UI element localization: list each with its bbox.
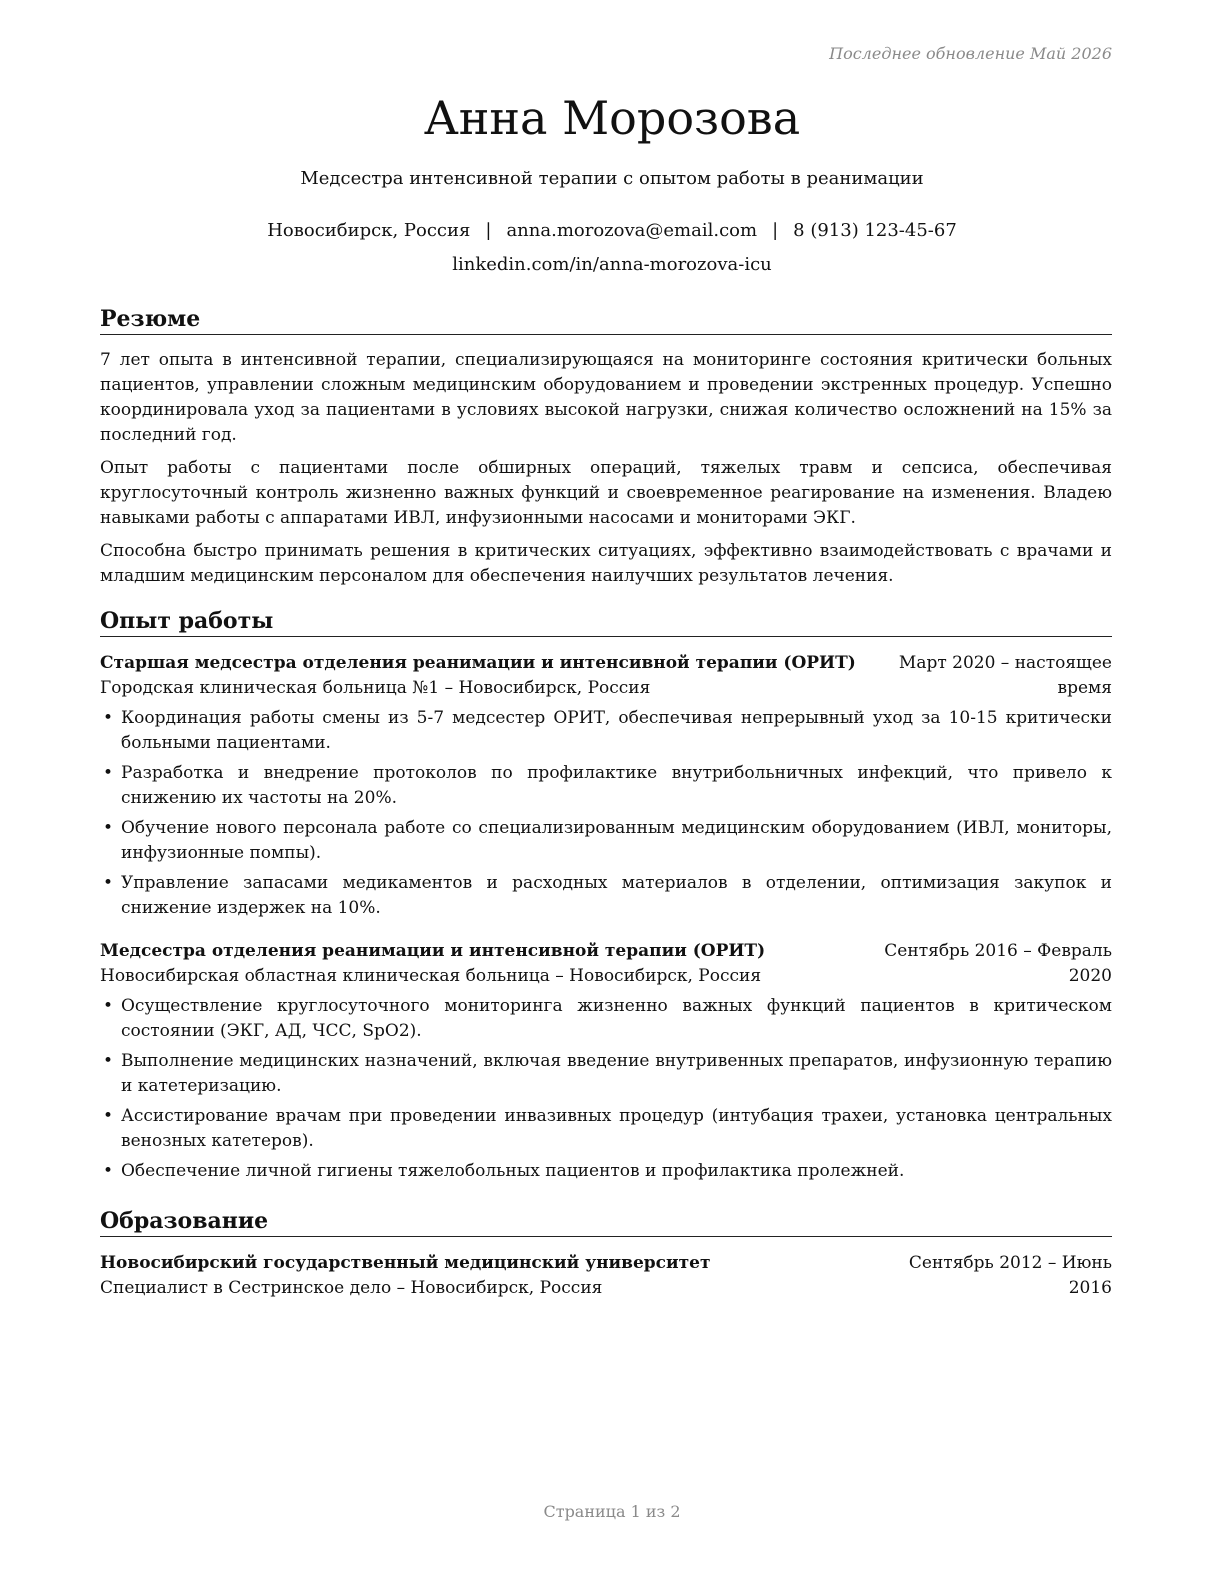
education-entry xyxy=(100,1251,1112,1301)
list-item: • Ассистирование врачам при проведении инвазивных процедур (интубация трахеи, установка центральных венозных катетеров). xyxy=(100,1104,1112,1154)
summary-section xyxy=(100,305,1112,589)
job-dates: Сентябрь 2016 – Февраль 2020 xyxy=(884,941,1112,986)
linkedin-link[interactable]: linkedin.com/in/anna-morozova-icu xyxy=(452,254,772,275)
education-dates: Сентябрь 2012 – Июнь 2016 xyxy=(908,1253,1112,1298)
summary-paragraph: Способна быстро принимать решения в критических ситуациях, эффективно взаимодействовать с врачами и младшим медицинским персоналом для обеспечения наилучших результатов лечения. xyxy=(100,541,1112,586)
last-updated: Последнее обновление Май 2026 xyxy=(829,44,1112,63)
list-item: • Осуществление круглосуточного мониторинга жизненно важных функций пациентов в критическом состоянии (ЭКГ, АД, ЧСС, SpO2). xyxy=(100,994,1112,1044)
job-position: Старшая медсестра отделения реанимации и интенсивной терапии (ОРИТ) xyxy=(100,653,856,673)
education-institution: Новосибирский государственный медицинский университет xyxy=(100,1253,711,1273)
job-bullets xyxy=(100,706,1112,921)
job-dates: Март 2020 – настоящее время xyxy=(898,653,1112,698)
job-employer: Новосибирская областная клиническая больница – Новосибирск, Россия xyxy=(100,966,762,986)
job-employer: Городская клиническая больница №1 – Новосибирск, Россия xyxy=(100,678,651,698)
section-title-education: Образование xyxy=(100,1207,1112,1237)
separator: | xyxy=(772,220,779,241)
job-position: Медсестра отделения реанимации и интенсивной терапии (ОРИТ) xyxy=(100,941,766,961)
job-header xyxy=(100,939,1112,989)
candidate-name: Анна Морозова xyxy=(423,91,801,145)
contact-line xyxy=(0,219,1224,243)
job-bullets xyxy=(100,994,1112,1184)
list-item: • Разработка и внедрение протоколов по профилактике внутрибольничных инфекций, что привело к снижению их частоты на 20%. xyxy=(100,761,1112,811)
education-degree: Специалист в Сестринское дело – Новосибирск, Россия xyxy=(100,1278,603,1298)
list-item: • Управление запасами медикаментов и расходных материалов в отделении, оптимизация закупок и снижение издержек на 10%. xyxy=(100,871,1112,921)
summary-paragraph: 7 лет опыта в интенсивной терапии, специализирующаяся на мониторинге состояния критически больных пациентов, управлении сложным медицинским оборудованием и проведении экстренных процедур. Успешно координировала уход за пациентами в условиях высокой нагрузки, снижая количество осложнений на 15% за последний год. xyxy=(100,350,1112,445)
email-link[interactable]: anna.morozova@email.com xyxy=(506,220,758,241)
section-title-experience: Опыт работы xyxy=(100,607,1112,637)
list-item: • Координация работы смены из 5-7 медсестер ОРИТ, обеспечивая непрерывный уход за 10-15 критически больными пациентами. xyxy=(100,706,1112,756)
job-entry xyxy=(100,939,1112,1184)
job-header xyxy=(100,651,1112,701)
phone: 8 (913) 123-45-67 xyxy=(793,220,957,241)
list-item: • Обеспечение личной гигиены тяжелобольных пациентов и профилактика пролежней. xyxy=(100,1159,1112,1184)
list-item: • Выполнение медицинских назначений, включая введение внутривенных препаратов, инфузионную терапию и катетеризацию. xyxy=(100,1049,1112,1099)
section-title-summary: Резюме xyxy=(100,305,1112,335)
page-number: Страница 1 из 2 xyxy=(543,1502,681,1521)
tagline: Медсестра интенсивной терапии с опытом работы в реанимации xyxy=(300,168,924,189)
list-item: • Обучение нового персонала работе со специализированным медицинским оборудованием (ИВЛ, мониторы, инфузионные помпы). xyxy=(100,816,1112,866)
separator: | xyxy=(485,220,492,241)
job-entry xyxy=(100,651,1112,921)
summary-paragraph: Опыт работы с пациентами после обширных операций, тяжелых травм и сепсиса, обеспечивая круглосуточный контроль жизненно важных функций и своевременное реагирование на изменения. Владею навыками работы с аппаратами ИВЛ, инфузионными насосами и мониторами ЭКГ. xyxy=(100,458,1112,528)
experience-section xyxy=(100,607,1112,1184)
education-section xyxy=(100,1207,1112,1301)
location: Новосибирск, Россия xyxy=(267,220,471,241)
